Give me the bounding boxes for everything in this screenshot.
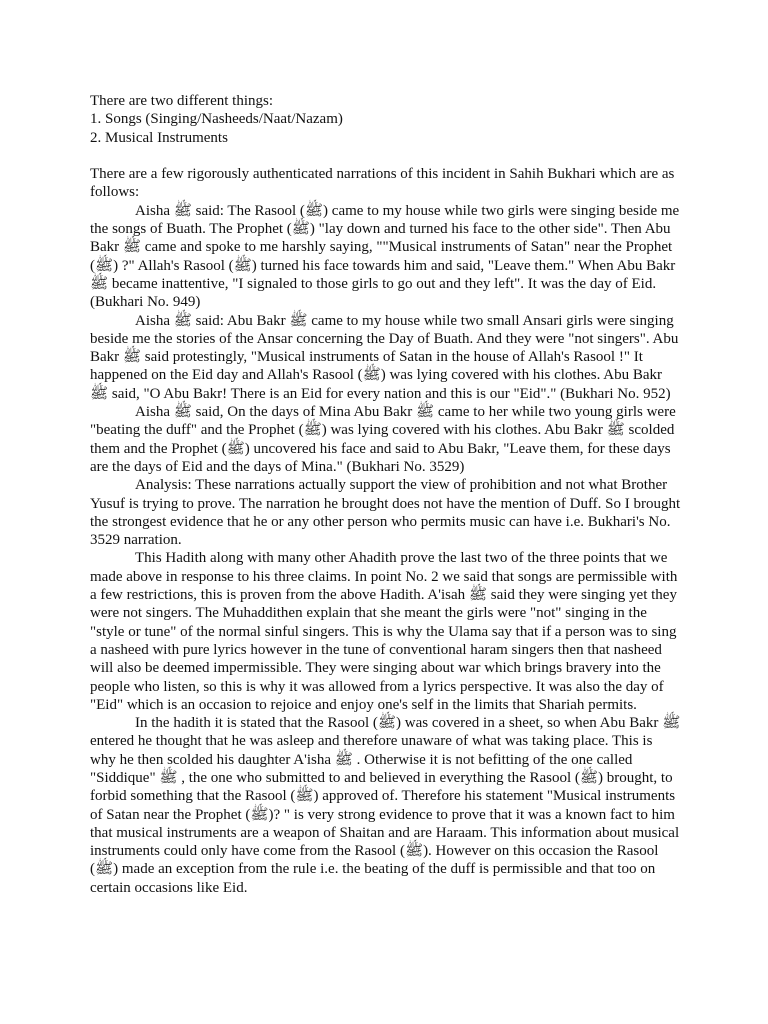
blank-line <box>90 147 682 165</box>
paragraph-explanation: This Hadith along with many other Ahadith prove the last two of the three points that we made above in response to his three claims. In point No. 2 we said that songs are permissible with a few restrictions, this is proven from the above Hadith. A'isah ﷺ said they were singing yet they were not singers. The Muhaddithen explain that she meant the girls were "not" singing in the "style or tune" of the normal sinful singers. This is why the Ulama say that if a person was to sing a nasheed with pure lyrics however in the tune of conventional haram singers then that nasheed will also be deemed impermissible. They were singing about war which brings bravery into the people who listen, so this is why it was allowed from a lyrics perspective. It was also the day of "Eid" which is an occasion to rejoice and enjoy one's self in the limits that Shariah permits. <box>90 550 678 713</box>
lead-paragraph: There are a few rigorously authenticated narrations of this incident in Sahih Bukhari which are as follows: <box>90 166 675 201</box>
paragraph-hadith-952: Aisha ﷺ said: Abu Bakr ﷺ came to my house while two small Ansari girls were singing beside me the stories of the Ansar concerning the Day of Buath. And they were "not singers". Abu Bakr ﷺ said protestingly, "Musical instruments of Satan in the house of Allah's Rasool !" It happened on the Eid day and Allah's Rasool (ﷺ) was lying covered with his clothes. Abu Bakr ﷺ said, "O Abu Bakr! There is an Eid for every nation and this is our "Eid"." (Bukhari No. 952) <box>90 312 679 402</box>
paragraph-hadith-949: Aisha ﷺ said: The Rasool (ﷺ) came to my house while two girls were singing beside me the songs of Buath. The Prophet (ﷺ) "lay down and turned his face to the other side". Then Abu Bakr ﷺ came and spoke to me harshly saying, ""Musical instruments of Satan" near the Prophet (ﷺ) ?" Allah's Rasool (ﷺ) turned his face towards him and said, "Leave them." When Abu Bakr ﷺ became inattentive, "I signaled to those girls to go out and they left". It was the day of Eid. (Bukhari No. 949) <box>90 202 680 311</box>
intro-line-2: 1. Songs (Singing/Nasheeds/Naat/Nazam) <box>90 111 343 128</box>
paragraph-conclusion: In the hadith it is stated that the Rasool (ﷺ) was covered in a sheet, so when Abu Bakr ﷺ entered he thought that he was asleep and therefore unaware of what was taking place. This is why he then scolded his daughter A'isha ﷺ . Otherwise it is not befitting of the one called "Siddique" ﷺ , the one who submitted to and believed in everything the Rasool (ﷺ) brought, to forbid something that the Rasool (ﷺ) approved of. Therefore his statement "Musical instruments of Satan near the Prophet (ﷺ)? " is very strong evidence to prove that it was a known fact to him that musical instruments are a weapon of Shaitan and are Haraam. This information about musical instruments could only have come from the Rasool (ﷺ). However on this occasion the Rasool (ﷺ) made an exception from the rule i.e. the beating of the duff is permissible and that too on certain occasions like Eid. <box>90 715 681 896</box>
intro-line-1: There are two different things: <box>90 93 273 109</box>
paragraph-hadith-3529: Aisha ﷺ said, On the days of Mina Abu Bakr ﷺ came to her while two young girls were "beating the duff" and the Prophet (ﷺ) was lying covered with his clothes. Abu Bakr ﷺ scolded them and the Prophet (ﷺ) uncovered his face and said to Abu Bakr, "Leave them, for these days are the days of Eid and the days of Mina." (Bukhari No. 3529) <box>90 404 676 475</box>
document-page <box>90 92 682 897</box>
paragraph-analysis: Analysis: These narrations actually support the view of prohibition and not what Brother Yusuf is trying to prove. The narration he brought does not have the mention of Duff. So I brought the strongest evidence that he or any other person who permits music can have i.e. Bukhari's No. 3529 narration. <box>90 477 681 549</box>
intro-line-3: 2. Musical Instruments <box>90 129 228 146</box>
